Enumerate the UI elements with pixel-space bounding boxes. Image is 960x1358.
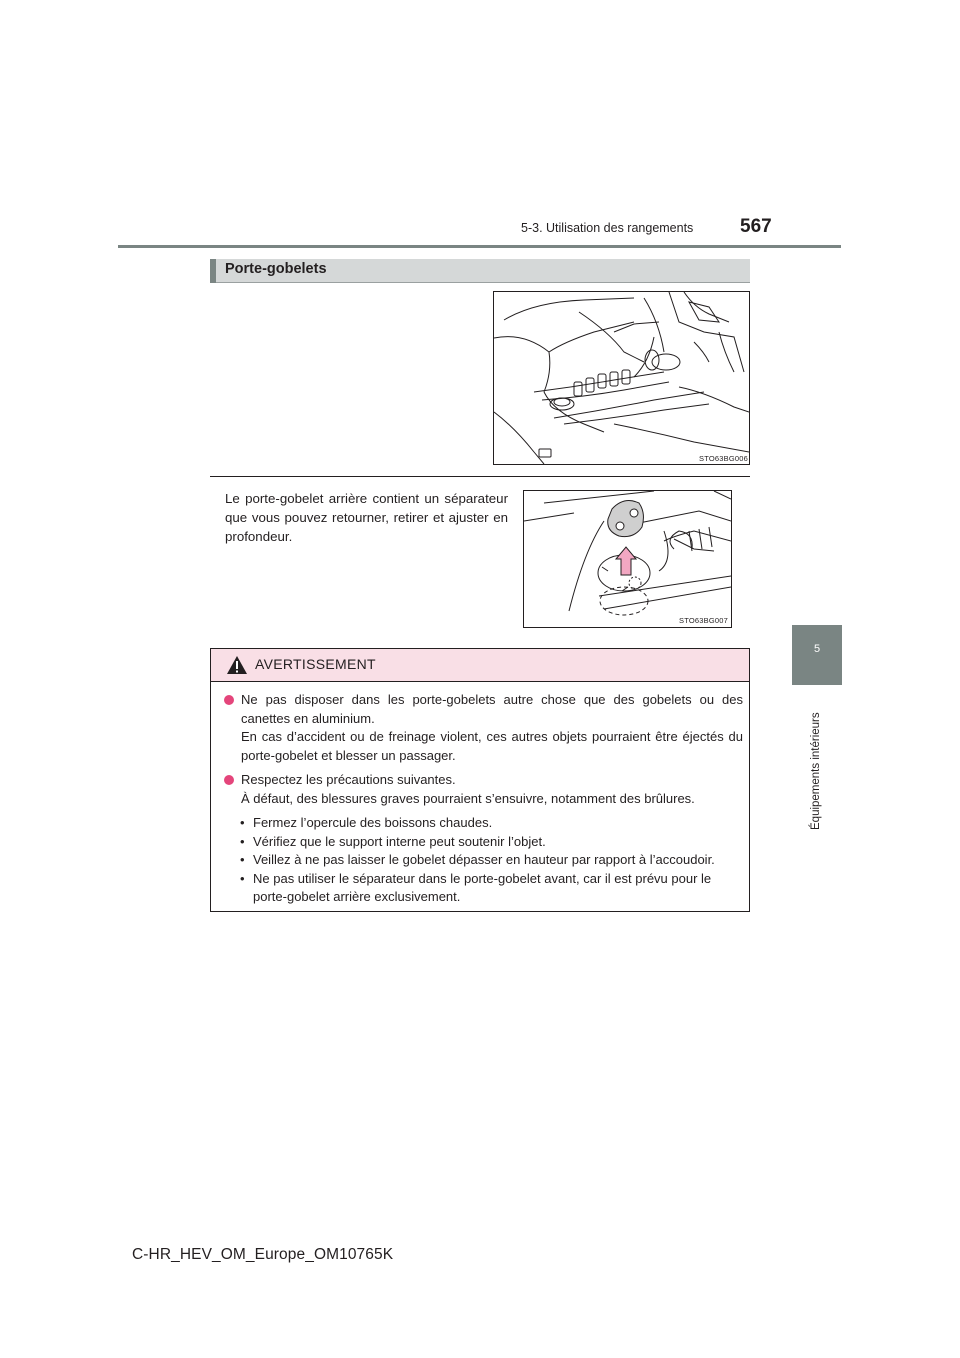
sublist-item: • Ne pas utiliser le séparateur dans le porte-gobelet avant, car il est prévu pour le porte-gobelet arrière exclusivement. <box>240 870 712 904</box>
separator-rule <box>210 476 750 477</box>
chapter-tab <box>792 625 842 685</box>
running-header-section: 5-3. Utilisation des rangements <box>521 221 694 235</box>
body-paragraph: Le porte-gobelet arrière contient un séparateur que vous pouvez retourner, retirer et ajuster en profondeur. <box>225 491 508 544</box>
warning-item <box>224 691 743 765</box>
warning-item <box>224 771 743 808</box>
warning-header <box>211 649 749 682</box>
cup-holders-console-illustration <box>494 292 749 464</box>
figure-code: STO63BG006 <box>699 454 748 463</box>
sublist-item: • Vérifiez que le support interne peut soutenir l’objet. <box>240 833 546 849</box>
figure-cup-holders-console <box>493 291 750 465</box>
warning-sublist <box>224 814 743 907</box>
cup-holder-separator-illustration <box>524 491 731 627</box>
warning-title: AVERTISSEMENT <box>255 656 376 672</box>
section-heading-title: Porte-gobelets <box>225 261 327 277</box>
chapter-title-vertical <box>806 690 826 830</box>
warning-triangle-icon <box>226 655 248 675</box>
document-code-footer: C-HR_HEV_OM_Europe_OM10765K <box>132 1246 394 1263</box>
bullet-icon <box>224 695 234 705</box>
chapter-number: 5 <box>813 643 821 655</box>
figure-cup-holder-separator <box>523 490 732 628</box>
warning-body <box>224 691 743 907</box>
sublist-item: • Fermez l’opercule des boissons chaudes. <box>240 815 493 830</box>
bullet-icon <box>224 775 234 785</box>
section-heading-bar <box>210 259 216 283</box>
warning-box <box>210 648 750 912</box>
section-heading <box>210 259 750 283</box>
figure-code: STO63BG007 <box>679 616 728 625</box>
warning-item-text: À défaut, des blessures graves pourraient s’ensuivre, notamment des brûlures. <box>241 790 695 806</box>
warning-item-text: Respectez les précautions suivantes. <box>241 772 456 787</box>
chapter-title: Équipements intérieurs <box>810 712 822 830</box>
sublist-item: • Veillez à ne pas laisser le gobelet dépasser en hauteur par rapport à l’accoudoir. <box>240 852 715 867</box>
header-rule <box>118 245 841 248</box>
warning-item-text: Ne pas disposer dans les porte-gobelets autre chose que des gobelets ou des canettes en aluminium. <box>241 692 743 726</box>
page-number: 567 <box>740 216 772 237</box>
warning-item-text: En cas d’accident ou de freinage violent, ces autres objets pourraient être éjectés du porte-gobelet et blesser un passager. <box>241 729 743 763</box>
